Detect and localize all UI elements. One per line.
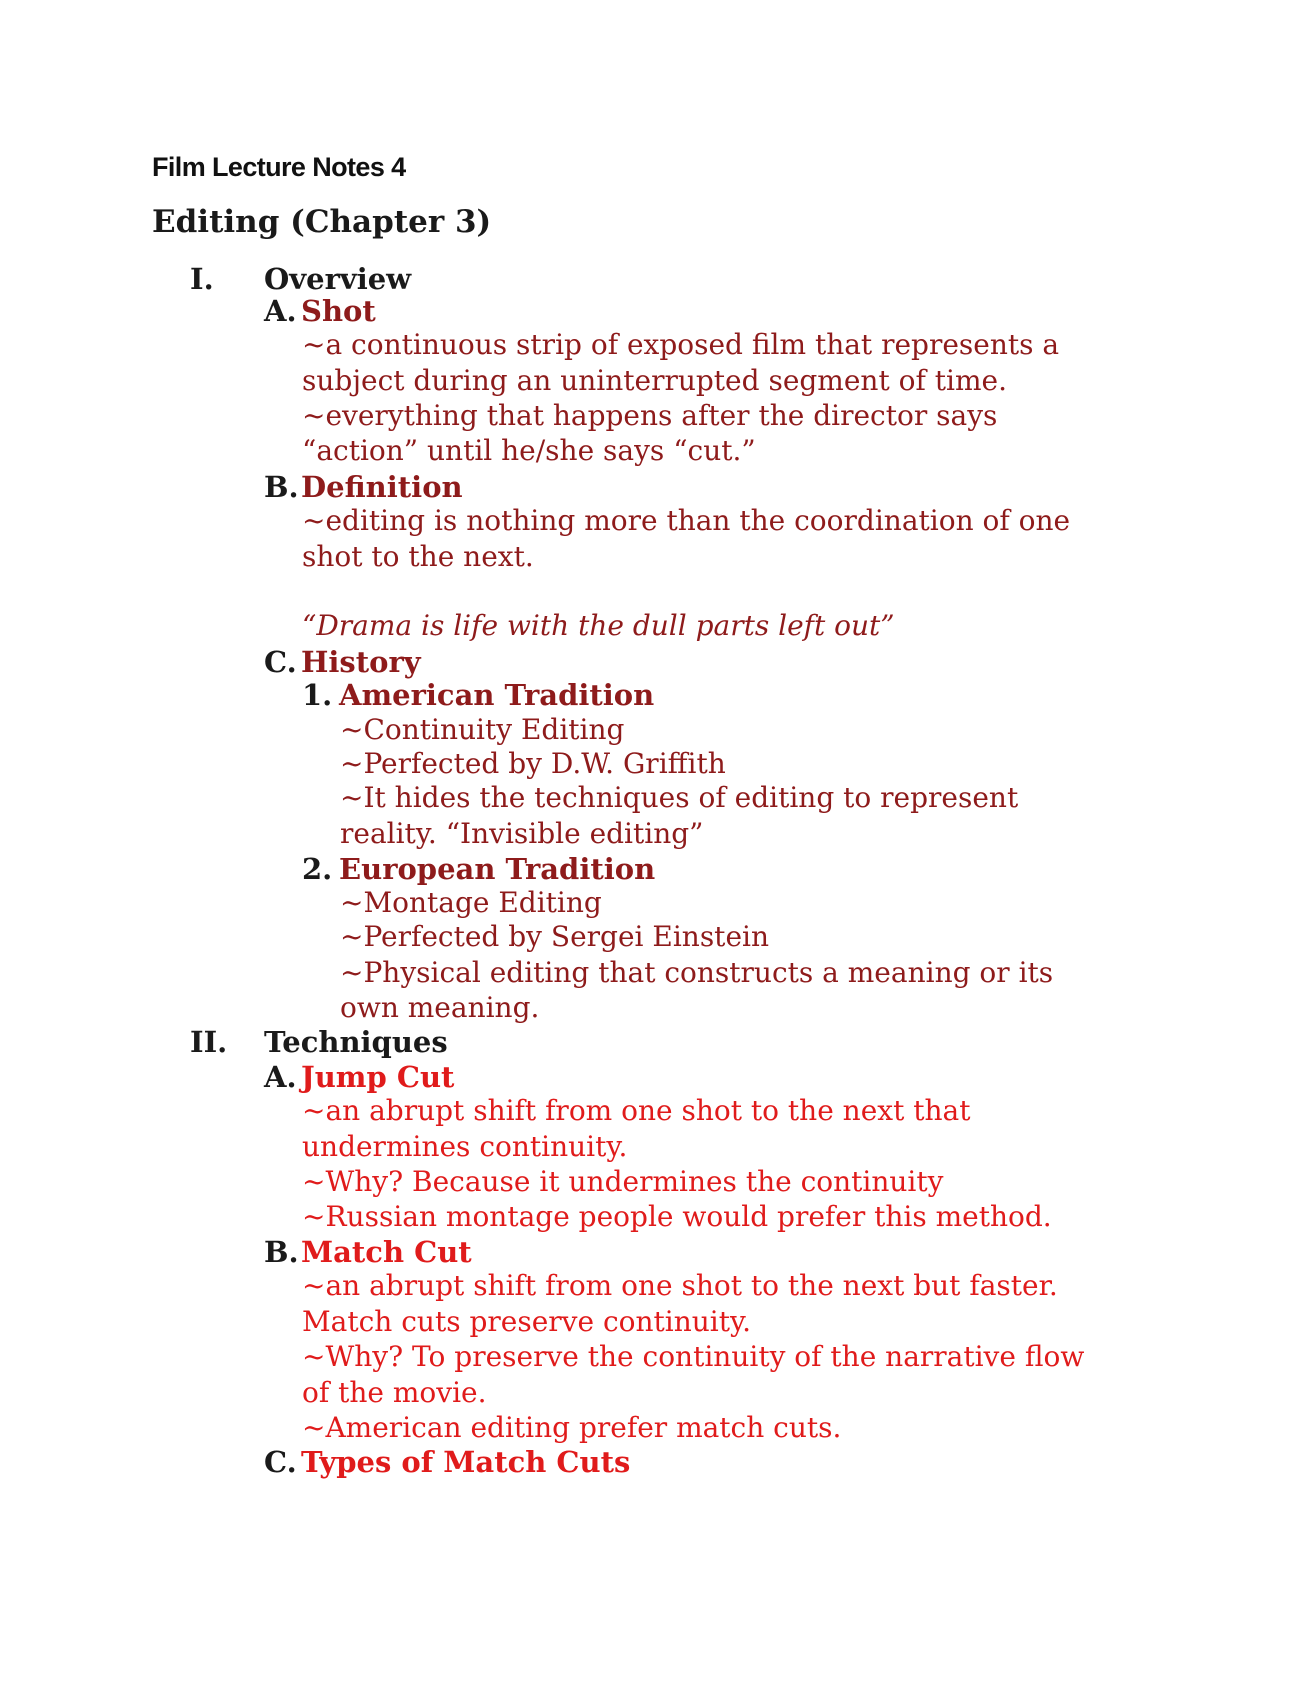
- item-match-cut: [264, 1235, 472, 1269]
- item-history: [264, 645, 421, 679]
- note-line: Match cuts preserve continuity.: [302, 1305, 752, 1338]
- item-shot: [264, 294, 376, 328]
- item-label: B.: [264, 1235, 299, 1269]
- note-line: ~an abrupt shift from one shot to the next that: [302, 1094, 971, 1127]
- item-label: B.: [264, 470, 299, 504]
- note-line: ~everything that happens after the director says: [302, 399, 998, 432]
- note-line: subject during an uninterrupted segment of time.: [302, 364, 1007, 397]
- item-title: Definition: [301, 470, 463, 504]
- note-line: reality. “Invisible editing”: [340, 817, 704, 850]
- item-definition: [264, 470, 463, 504]
- document-title: Film Lecture Notes 4: [152, 152, 406, 182]
- subitem-title: European Tradition: [339, 852, 656, 886]
- note-line: ~Continuity Editing: [340, 713, 625, 746]
- note-line: ~an abrupt shift from one shot to the next but faster.: [302, 1269, 1058, 1302]
- note-line: ~Perfected by D.W. Griffith: [340, 747, 726, 780]
- note-line: undermines continuity.: [302, 1130, 628, 1163]
- quote: “Drama is life with the dull parts left out”: [302, 609, 895, 642]
- note-line: ~American editing prefer match cuts.: [302, 1411, 842, 1444]
- note-line: ~Why? To preserve the continuity of the narrative flow: [302, 1340, 1085, 1373]
- note-line: ~Montage Editing: [340, 886, 602, 919]
- item-title: Types of Match Cuts: [301, 1445, 631, 1479]
- item-title: Match Cut: [301, 1235, 472, 1269]
- section-title-techniques: Techniques: [264, 1025, 448, 1059]
- section-numeral: I.: [190, 262, 214, 296]
- note-line: ~a continuous strip of exposed film that represents a: [302, 328, 1060, 361]
- chapter-heading: Editing (Chapter 3): [152, 204, 492, 240]
- subitem-label: 1.: [302, 678, 333, 712]
- item-label: A.: [264, 294, 297, 328]
- subitem-european-tradition: [302, 852, 655, 886]
- subitem-american-tradition: [302, 678, 654, 712]
- note-line: shot to the next.: [302, 540, 534, 573]
- item-jump-cut: [264, 1060, 454, 1094]
- subitem-label: 2.: [302, 852, 333, 886]
- note-line: of the movie.: [302, 1376, 487, 1409]
- item-title: History: [301, 645, 421, 679]
- note-line: ~Perfected by Sergei Einstein: [340, 920, 769, 953]
- item-title: Shot: [301, 294, 376, 328]
- note-line: ~It hides the techniques of editing to represent: [340, 781, 1019, 814]
- item-title: Jump Cut: [301, 1060, 455, 1094]
- subitem-title: American Tradition: [339, 678, 655, 712]
- note-line: ~Why? Because it undermines the continuity: [302, 1165, 944, 1198]
- item-types-of-match-cuts: [264, 1445, 630, 1479]
- note-line: “action” until he/she says “cut.”: [302, 434, 756, 467]
- item-label: C.: [264, 1445, 297, 1479]
- note-line: own meaning.: [340, 991, 540, 1024]
- note-line: ~editing is nothing more than the coordination of one: [302, 504, 1071, 537]
- section-title-overview: Overview: [264, 262, 412, 296]
- note-line: ~Physical editing that constructs a meaning or its: [340, 956, 1054, 989]
- item-label: A.: [264, 1060, 297, 1094]
- note-line: ~Russian montage people would prefer this method.: [302, 1200, 1052, 1233]
- section-numeral: II.: [190, 1025, 228, 1059]
- item-label: C.: [264, 645, 297, 679]
